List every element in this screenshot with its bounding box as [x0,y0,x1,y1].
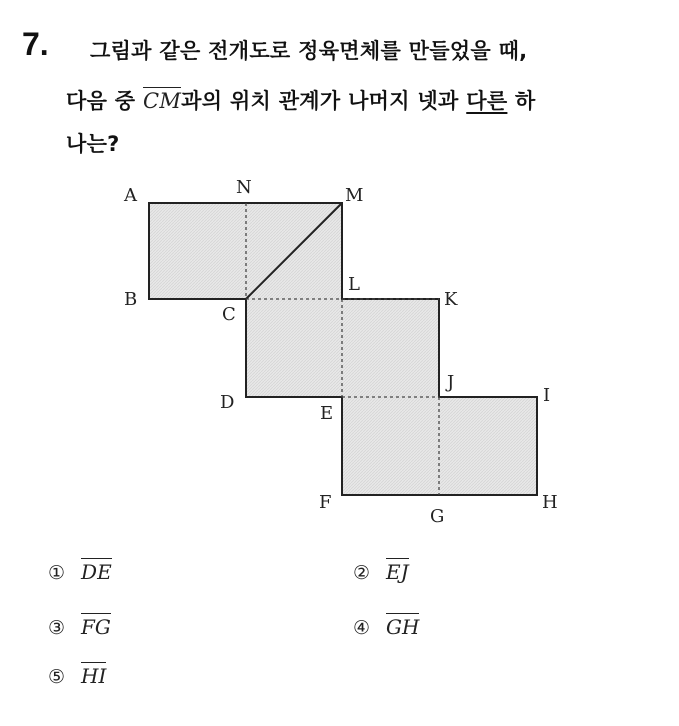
label-k: K [444,289,458,310]
question-text-mid: 과의 위치 관계가 나머지 넷과 [181,89,467,113]
choice-3[interactable] [48,615,111,639]
choice-4-segment: GH [386,615,420,639]
face-efgj [342,397,439,495]
choice-5-number: ⑤ [48,666,66,688]
question-text-post: 하 [507,89,536,113]
label-d: D [220,392,235,413]
question-text-line-1: 그림과 같은 전개도로 정육면체를 만들었을 때, [90,39,528,63]
label-m: M [345,185,364,206]
question-text-line-3: 나는? [66,132,120,156]
question-number: 7. [22,26,49,62]
choice-1-segment: DE [81,560,112,584]
choice-1[interactable] [48,560,112,584]
face-abcn [149,203,246,299]
choice-4-number: ④ [353,617,371,639]
underlined-word: 다른 [466,89,508,113]
label-l: L [348,274,360,295]
label-j: J [447,372,455,393]
segment-cm: CM [142,89,182,113]
label-f: F [319,492,332,513]
choice-2-number: ② [353,562,371,584]
choice-2-segment: EJ [386,560,409,584]
face-cdel [246,299,342,397]
label-b: B [124,289,138,310]
question-text-pre: 다음 중 [66,89,143,113]
label-n: N [236,177,252,198]
choice-4[interactable] [353,615,419,639]
choice-5[interactable] [48,664,106,688]
choice-3-number: ③ [48,617,66,639]
choice-2[interactable] [353,560,409,584]
choice-1-number: ① [48,562,66,584]
face-jghi [439,397,537,495]
choice-3-segment: FG [81,615,111,639]
label-a: A [124,185,137,206]
face-lejk [342,299,439,397]
label-g: G [430,506,445,527]
label-e: E [320,403,334,424]
choice-5-segment: HI [81,664,107,688]
label-i: I [543,385,551,406]
label-c: C [222,304,236,325]
label-h: H [542,492,558,513]
